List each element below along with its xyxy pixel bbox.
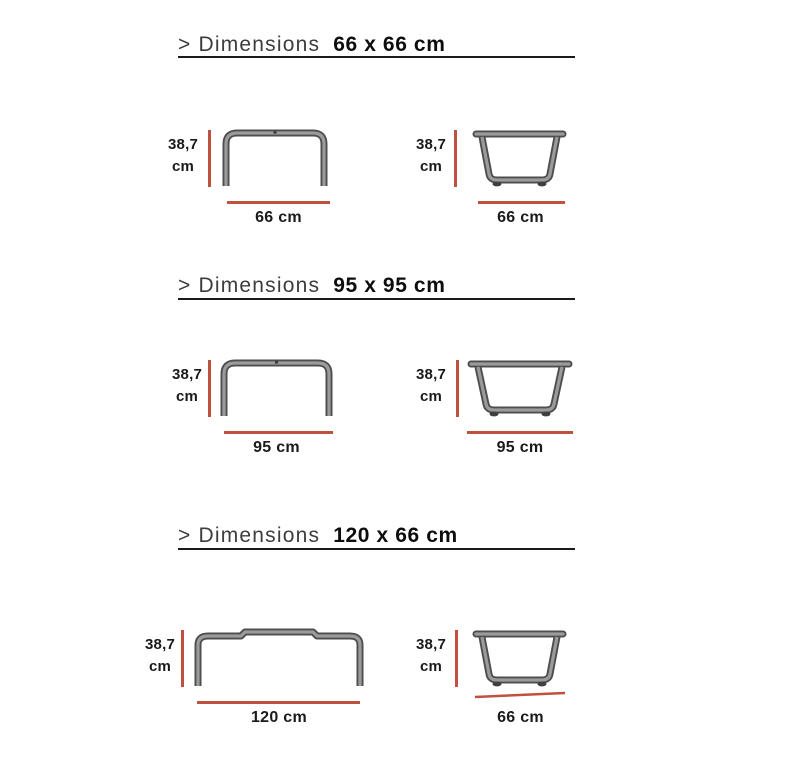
- table-front-drawing: [194, 628, 364, 692]
- header-underline: [178, 548, 575, 550]
- table-foot: [538, 682, 547, 687]
- height-dimension-label: [164, 364, 210, 408]
- header-prefix: > Dimensions: [178, 274, 321, 297]
- height-dimension-value: 38,7: [168, 136, 198, 153]
- table-front-drawing: [222, 128, 328, 192]
- table-foot: [542, 412, 551, 417]
- section-header-95x95: [178, 274, 445, 298]
- table-side-drawing: [467, 358, 573, 422]
- section-header-120x66: [178, 524, 458, 548]
- table-foot: [538, 182, 547, 187]
- width-dimension-line: [227, 201, 330, 204]
- height-dimension-unit: cm: [419, 388, 443, 405]
- height-dimension-unit: cm: [419, 658, 443, 675]
- width-dimension-line: [478, 201, 565, 204]
- height-dimension-unit: cm: [419, 158, 443, 175]
- width-dimension-line: [224, 431, 333, 434]
- width-dimension-line: [474, 688, 566, 700]
- header-underline: [178, 298, 575, 300]
- width-dimension-line: [197, 701, 360, 704]
- table-front-drawing: [220, 358, 333, 422]
- height-dimension-label: [410, 634, 452, 678]
- height-dimension-label: [410, 134, 452, 178]
- width-dimension-label: 95 cm: [496, 439, 544, 456]
- width-dimension-label: 66 cm: [497, 709, 544, 726]
- height-dimension-unit: cm: [148, 658, 172, 675]
- header-size-value: 66 x 66 cm: [333, 33, 446, 56]
- height-dimension-line: [456, 360, 459, 417]
- view-side-66x66: [410, 128, 595, 233]
- tabletop-center-mark: [273, 131, 276, 134]
- table-foot: [493, 682, 502, 687]
- view-side-95x95: [410, 358, 595, 463]
- height-dimension-line: [454, 130, 457, 187]
- header-prefix: > Dimensions: [178, 524, 321, 547]
- header-prefix: > Dimensions: [178, 33, 321, 56]
- table-foot: [493, 182, 502, 187]
- width-dimension-line: [467, 431, 573, 434]
- height-dimension-value: 38,7: [172, 366, 202, 383]
- height-dimension-value: 38,7: [416, 366, 446, 383]
- table-side-drawing: [472, 628, 567, 692]
- header-size-value: 120 x 66 cm: [333, 524, 458, 547]
- height-dimension-label: [410, 364, 452, 408]
- width-dimension-label: 66 cm: [255, 209, 302, 226]
- width-dimension-label: 66 cm: [497, 209, 544, 226]
- height-dimension-unit: cm: [171, 158, 195, 175]
- height-dimension-label: [137, 634, 183, 678]
- height-dimension-value: 38,7: [416, 136, 446, 153]
- height-dimension-line: [455, 630, 458, 687]
- width-dimension-label: 120 cm: [250, 709, 308, 726]
- height-dimension-unit: cm: [175, 388, 199, 405]
- height-dimension-line: [208, 360, 211, 417]
- height-dimension-value: 38,7: [416, 636, 446, 653]
- header-underline: [178, 56, 575, 58]
- height-dimension-value: 38,7: [145, 636, 175, 653]
- height-dimension-line: [181, 630, 184, 687]
- view-side-120x66: [410, 628, 595, 733]
- height-dimension-label: [160, 134, 206, 178]
- section-header-66x66: [178, 33, 445, 57]
- tabletop-center-mark: [275, 361, 278, 364]
- table-foot: [490, 412, 499, 417]
- view-front-120x66: [130, 628, 375, 733]
- height-dimension-line: [208, 130, 211, 187]
- width-dimension-label: 95 cm: [253, 439, 300, 456]
- table-side-drawing: [472, 128, 567, 192]
- view-front-66x66: [160, 128, 345, 233]
- view-front-95x95: [160, 358, 345, 463]
- header-size-value: 95 x 95 cm: [333, 274, 446, 297]
